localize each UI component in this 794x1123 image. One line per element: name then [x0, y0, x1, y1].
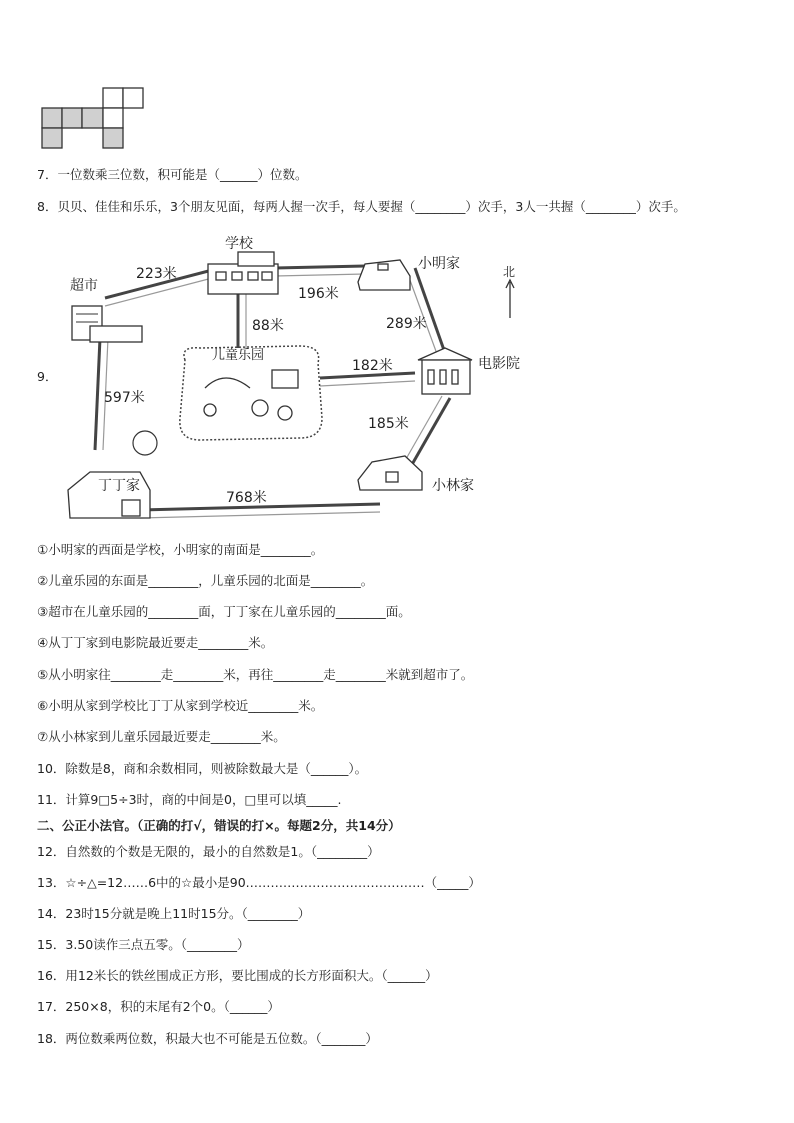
question-11: 11．计算9□5÷3时，商的中间是0，□里可以填_____.	[37, 792, 342, 807]
net-square	[123, 88, 143, 108]
question-9-1: ①小明家的西面是学校，小明家的南面是________。	[37, 542, 324, 557]
label-supermarket: 超市	[70, 278, 98, 294]
question-12: 12．自然数的个数是无限的，最小的自然数是1。（________）	[37, 844, 380, 859]
distance-cinema-xiaolin: 185米	[368, 416, 409, 432]
road-xiaoming-cinema	[415, 268, 445, 353]
label-cinema: 电影院	[478, 356, 520, 372]
question-9-3: ③超市在儿童乐园的________面，丁丁家在儿童乐园的________面。	[37, 604, 411, 619]
question-9-7: ⑦从小林家到儿童乐园最近要走________米。	[37, 729, 286, 744]
question-17: 17．250×8，积的末尾有2个0。（______）	[37, 999, 280, 1014]
supermarket-building	[72, 306, 142, 342]
question-9-label: 9．	[37, 369, 58, 384]
distance-supermarket-school: 223米	[136, 266, 177, 282]
question-14: 14．23时15分就是晚上11时15分。（________）	[37, 906, 311, 921]
distance-school-playground: 88米	[252, 318, 284, 334]
question-8: 8．贝贝、佳佳和乐乐，3个朋友见面，每两人握一次手，每人要握（________）次手，3人一共握（________）次手。	[37, 199, 686, 214]
question-18: 18．两位数乘两位数，积最大也不可能是五位数。（_______）	[37, 1031, 378, 1046]
label-school: 学校	[225, 236, 253, 252]
label-playground: 儿童乐园	[212, 348, 265, 363]
question-9-6: ⑥小明从家到学校比丁丁从家到学校近________米。	[37, 698, 324, 713]
label-north: 北	[503, 265, 516, 279]
net-square	[62, 108, 82, 128]
label-xiaolin-home: 小林家	[432, 478, 474, 494]
question-9-4: ④从丁丁家到电影院最近要走________米。	[37, 635, 274, 650]
question-16: 16．用12米长的铁丝围成正方形，要比围成的长方形面积大。（______）	[37, 968, 438, 983]
distance-school-xiaoming: 196米	[298, 286, 339, 302]
question-15: 15．3.50读作三点五零。（________）	[37, 937, 250, 952]
north-arrow-icon	[506, 280, 514, 318]
net-square	[42, 128, 62, 148]
road-school-xiaoming	[275, 266, 365, 268]
square-net-figure	[40, 86, 144, 150]
question-7: 7．一位数乘三位数，积可能是（______）位数。	[37, 167, 308, 182]
xiaoming-home-building	[358, 260, 410, 290]
distance-playground-cinema: 182米	[352, 358, 393, 374]
section-2-heading: 二、公正小法官。（正确的打√，错误的打×。每题2分，共14分）	[37, 818, 401, 833]
label-xiaoming-home: 小明家	[418, 256, 460, 272]
dingding-home-building	[68, 431, 157, 518]
road-cinema-xiaolin	[410, 398, 450, 468]
net-square	[42, 108, 62, 128]
net-square	[103, 128, 123, 148]
net-square	[103, 108, 123, 128]
net-square	[82, 108, 103, 128]
net-square	[103, 88, 123, 108]
school-building	[208, 252, 278, 294]
road-supermarket-dingding	[95, 338, 100, 450]
question-13: 13．☆÷△=12……6中的☆最小是90.……………………………………（_____）	[37, 875, 481, 890]
question-10: 10．除数是8，商和余数相同，则被除数最大是（______）。	[37, 761, 368, 776]
distance-dingding-xiaolin: 768米	[226, 490, 267, 506]
question-9-2: ②儿童乐园的东面是________，儿童乐园的北面是________。	[37, 573, 374, 588]
map-illustration	[60, 228, 530, 528]
label-dingding-home: 丁丁家	[98, 478, 140, 494]
distance-xiaoming-cinema: 289米	[386, 316, 427, 332]
distance-supermarket-dingding: 597米	[104, 390, 145, 406]
cinema-building	[418, 348, 472, 394]
question-9-5: ⑤从小明家往________走________米，再往________走________米就到超市了。	[37, 667, 474, 682]
